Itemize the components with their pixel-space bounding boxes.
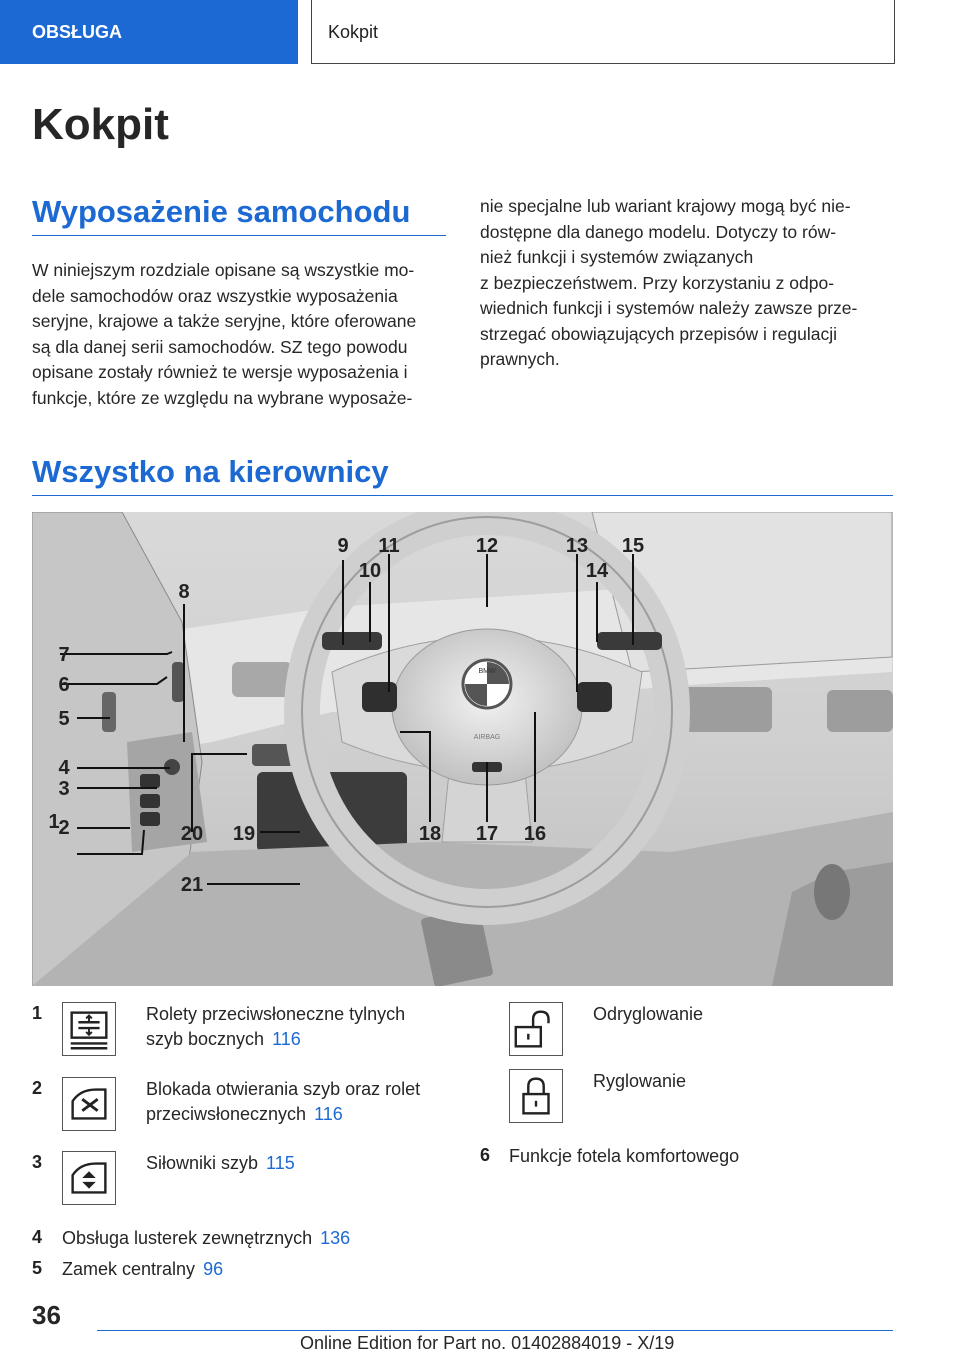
callout-2: 2 [58, 817, 70, 839]
callout-9: 9 [337, 535, 349, 557]
callout-4: 4 [58, 757, 70, 779]
window-switch-icon [62, 1151, 116, 1205]
paragraph-line: nież funkcji i systemów związanych [480, 247, 754, 267]
callout-13: 13 [565, 535, 589, 557]
paragraph-line: dele samochodów oraz wszystkie wyposażenia [32, 285, 398, 306]
page-ref-link[interactable]: 116 [272, 1029, 301, 1049]
equipment-paragraph-col2 [480, 194, 857, 373]
page-ref-link[interactable]: 115 [266, 1153, 295, 1173]
paragraph-line: opisane zostały również te wersje wyposażenia i [32, 362, 408, 382]
section-rule-steering [32, 495, 893, 496]
footer-edition: Online Edition for Part no. 01402884019 - X/19 [300, 1333, 675, 1353]
callout-8: 8 [178, 581, 190, 603]
header-section-tab: OBSŁUGA [0, 0, 298, 64]
window-lock-icon [62, 1077, 116, 1131]
callout-21: 21 [180, 874, 204, 896]
callout-5: 5 [58, 708, 70, 730]
air-vent-left [232, 662, 292, 697]
callout-10: 10 [358, 560, 382, 582]
callout-19: 19 [232, 823, 256, 845]
legend-text-item2 [146, 1077, 420, 1127]
paragraph-line: wiednich funkcji i systemów należy zawsze prze‐ [480, 298, 858, 318]
legend-number: 6 [480, 1145, 491, 1165]
page-ref-link[interactable]: 96 [203, 1259, 224, 1279]
legend-number: 2 [32, 1078, 43, 1098]
legend-number: 3 [32, 1152, 43, 1172]
callout-14: 14 [585, 560, 609, 582]
switch-window [140, 774, 160, 788]
legend-text-unlock: Odryglowanie [593, 1004, 704, 1024]
legend-line: Blokada otwierania szyb oraz rolet [146, 1079, 421, 1099]
right-stalk [597, 632, 662, 650]
callout-15: 15 [621, 535, 645, 557]
paragraph-line: strzegać obowiązujących przepisów i regulacji [480, 323, 837, 344]
callout-3: 3 [58, 778, 70, 800]
legend-number: 1 [32, 1003, 43, 1023]
section-rule-equipment [32, 235, 446, 236]
paragraph-line: nie specjalne lub wariant krajowy mogą być nie‐ [480, 196, 851, 216]
callout-16: 16 [523, 823, 547, 845]
callout-6: 6 [58, 674, 70, 696]
page-title: Kokpit [32, 100, 169, 149]
paragraph-line: W niniejszym rozdziale opisane są wszystkie mo‐ [32, 260, 415, 280]
gear-selector [814, 864, 850, 920]
paragraph-line: z bezpieczeństwem. Przy korzystaniu z odpo‐ [480, 272, 835, 293]
left-spoke-buttons [362, 682, 397, 712]
switch-window-lock [140, 794, 160, 808]
airbag-text: AIRBAG [473, 734, 501, 741]
legend-line: Rolety przeciwsłoneczne tylnych [146, 1004, 406, 1024]
legend-text-item1 [146, 1002, 405, 1052]
cockpit-illustration [32, 512, 893, 986]
legend-line: Obsługa lusterek zewnętrznych [62, 1228, 313, 1248]
legend-text-item4 [62, 1226, 350, 1251]
callout-17: 17 [475, 823, 499, 845]
legend-text-item5 [62, 1257, 223, 1282]
legend-text-item6: Funkcje fotela komfortowego [509, 1146, 740, 1166]
callout-18: 18 [418, 823, 442, 845]
callout-1: 1 [48, 811, 60, 833]
page-ref-link[interactable]: 136 [320, 1228, 351, 1248]
door-handle [102, 692, 116, 732]
callout-7: 7 [58, 644, 70, 666]
legend-number: 5 [32, 1258, 43, 1278]
left-stalk [322, 632, 382, 650]
legend-line: szyb bocznych [146, 1029, 265, 1049]
page-number: 36 [32, 1300, 61, 1330]
seat-control [172, 662, 184, 702]
header-chapter-tab: Kokpit [311, 0, 895, 64]
paragraph-line: są dla danej serii samochodów. SZ tego powodu [32, 336, 408, 357]
switch-blind [140, 812, 160, 826]
legend-line: Siłowniki szyb [146, 1153, 259, 1173]
right-spoke-buttons [577, 682, 612, 712]
callout-11: 11 [378, 535, 400, 557]
paragraph-line: seryjne, krajowe a także seryjne, które oferowane [32, 311, 417, 331]
callout-20: 20 [180, 823, 204, 845]
section-heading-equipment: Wyposażenie samochodu [32, 194, 411, 229]
lock-icon [509, 1069, 563, 1123]
section-heading-steering: Wszystko na kierownicy [32, 454, 389, 489]
legend-line: przeciwsłonecznych [146, 1104, 307, 1124]
paragraph-line: prawnych. [480, 349, 560, 369]
callout-12: 12 [475, 535, 499, 557]
page-ref-link[interactable]: 116 [314, 1104, 343, 1124]
window-blind-icon [62, 1002, 116, 1056]
bmw-logo-text: BMW [478, 668, 496, 675]
equipment-paragraph-col1 [32, 258, 416, 411]
paragraph-line: dostępne dla danego modelu. Dotyczy to rów‐ [480, 221, 837, 242]
legend-line: Zamek centralny [62, 1259, 196, 1279]
air-vent-far-right [827, 690, 893, 732]
footer-rule [97, 1330, 893, 1331]
unlock-icon [509, 1002, 563, 1056]
legend-text-item3 [146, 1151, 295, 1176]
legend-text-lock: Ryglowanie [593, 1071, 687, 1091]
paragraph-line: funkcje, które ze względu na wybrane wyposaże‐ [32, 387, 413, 408]
legend-number: 4 [32, 1227, 43, 1247]
